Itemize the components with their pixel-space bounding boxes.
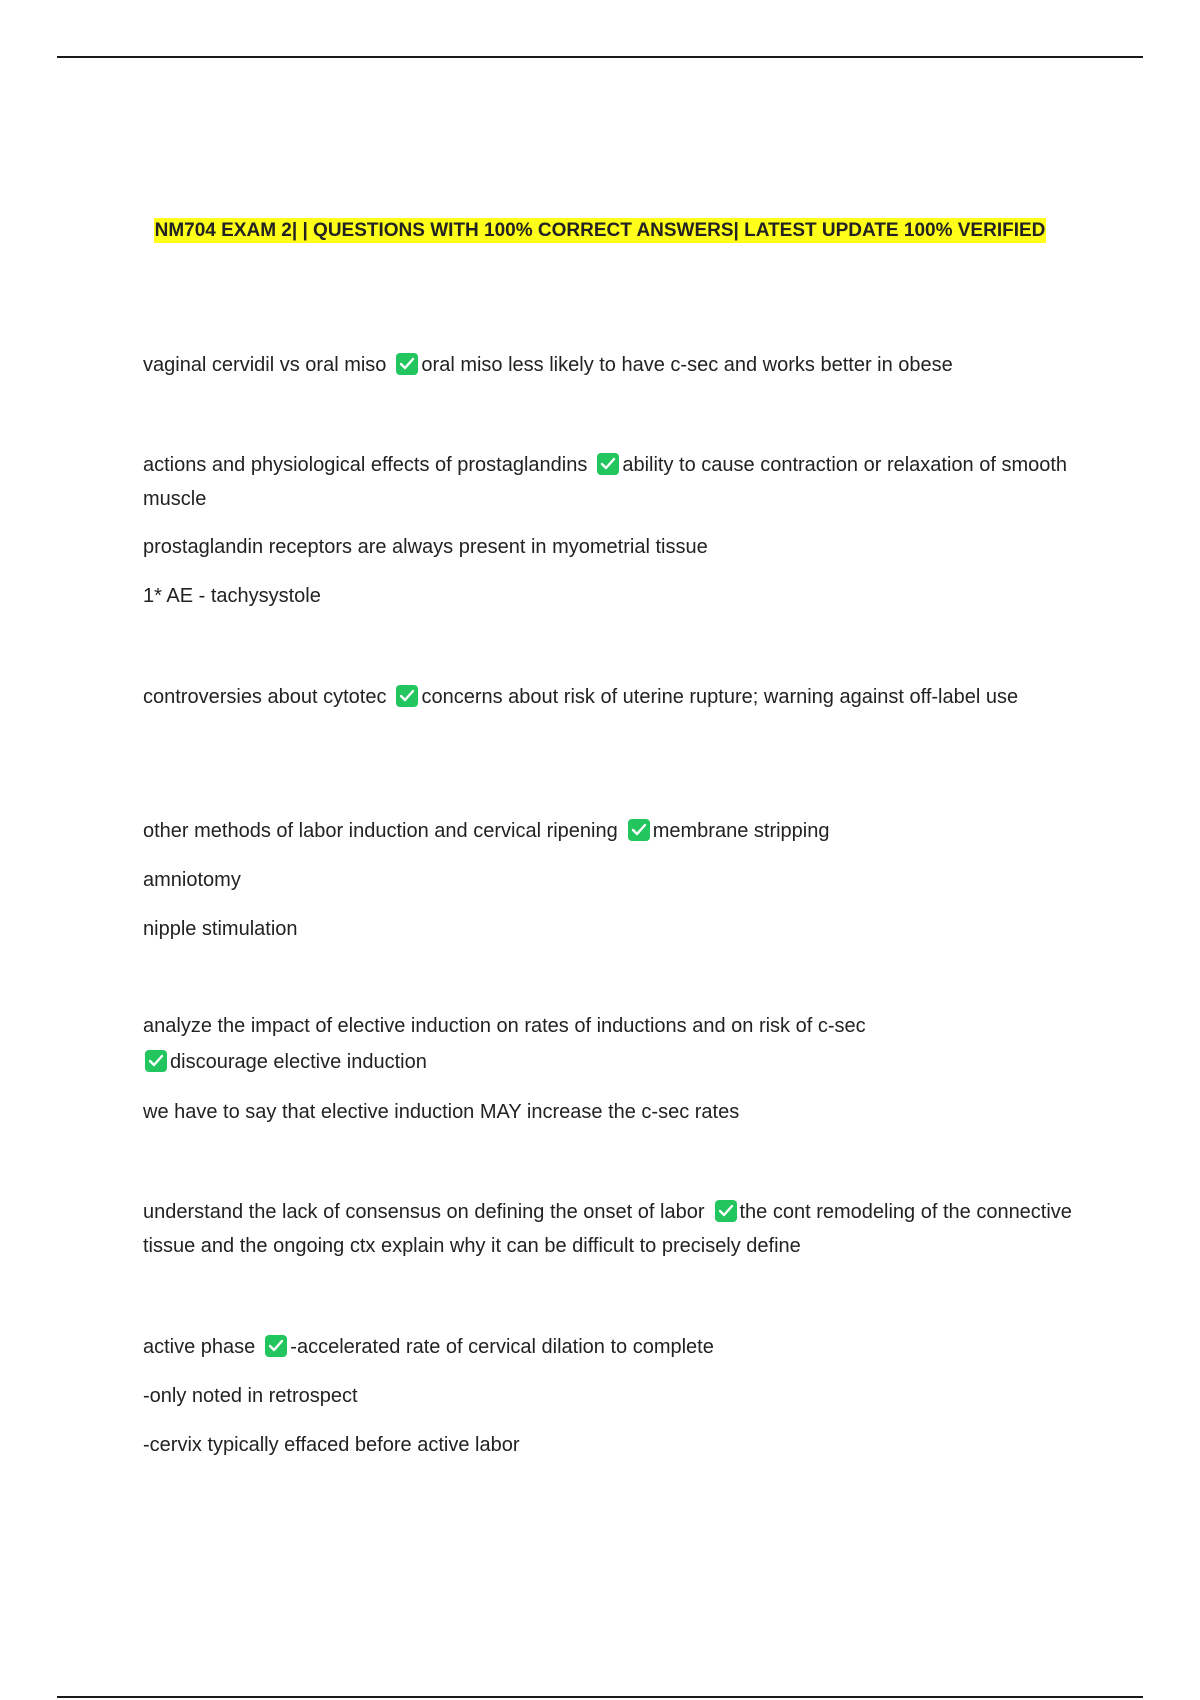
check-mark-icon [396, 353, 418, 375]
check-mark-icon [597, 453, 619, 475]
question-text: understand the lack of consensus on defining the onset of labor [143, 1201, 705, 1223]
check-mark-icon [145, 1050, 167, 1072]
qa-item [143, 448, 1083, 516]
answer-text: concerns about risk of uterine rupture; warning against off-label use [421, 686, 1019, 708]
answer-continuation: 1* AE - tachysystole [143, 585, 321, 607]
check-mark-icon [265, 1335, 287, 1357]
answer-text: membrane stripping [652, 820, 830, 842]
answer-continuation: nipple stimulation [143, 918, 298, 940]
top-rule [57, 56, 1143, 58]
qa-item [143, 1195, 1083, 1263]
qa-item [143, 1330, 1083, 1364]
answer-text: ability to cause contraction or relaxation of smooth muscle [143, 454, 1068, 510]
check-mark-icon [396, 685, 418, 707]
qa-item [143, 680, 1083, 714]
question-text: controversies about cytotec [143, 686, 387, 708]
qa-item [143, 348, 1083, 382]
question-text: analyze the impact of elective induction on rates of inductions and on risk of c-sec [143, 1015, 866, 1037]
qa-answer-line [143, 1045, 1083, 1079]
check-mark-icon [715, 1200, 737, 1222]
answer-continuation: we have to say that elective induction MAY increase the c-sec rates [143, 1101, 740, 1123]
question-text: other methods of labor induction and cervical ripening [143, 820, 618, 842]
check-mark-icon [628, 819, 650, 841]
answer-text: -accelerated rate of cervical dilation to complete [290, 1336, 714, 1358]
question-text: actions and physiological effects of prostaglandins [143, 454, 588, 476]
bottom-rule [57, 1696, 1143, 1698]
answer-continuation: -only noted in retrospect [143, 1385, 358, 1407]
document-title-text: NM704 EXAM 2| | QUESTIONS WITH 100% CORRECT ANSWERS| LATEST UPDATE 100% VERIFIED [154, 220, 1046, 241]
question-text: active phase [143, 1336, 256, 1358]
document-title [120, 214, 1080, 248]
answer-text: oral miso less likely to have c-sec and works better in obese [421, 354, 953, 376]
answer-continuation: -cervix typically effaced before active labor [143, 1434, 520, 1456]
answer-continuation: amniotomy [143, 869, 241, 891]
question-text: vaginal cervidil vs oral miso [143, 354, 387, 376]
qa-item [143, 814, 1083, 848]
answer-continuation: prostaglandin receptors are always present in myometrial tissue [143, 536, 708, 558]
answer-text: discourage elective induction [170, 1051, 427, 1073]
answer-text: the cont remodeling of the connective tissue and the ongoing ctx explain why it can be difficult to precisely define [143, 1201, 1072, 1257]
